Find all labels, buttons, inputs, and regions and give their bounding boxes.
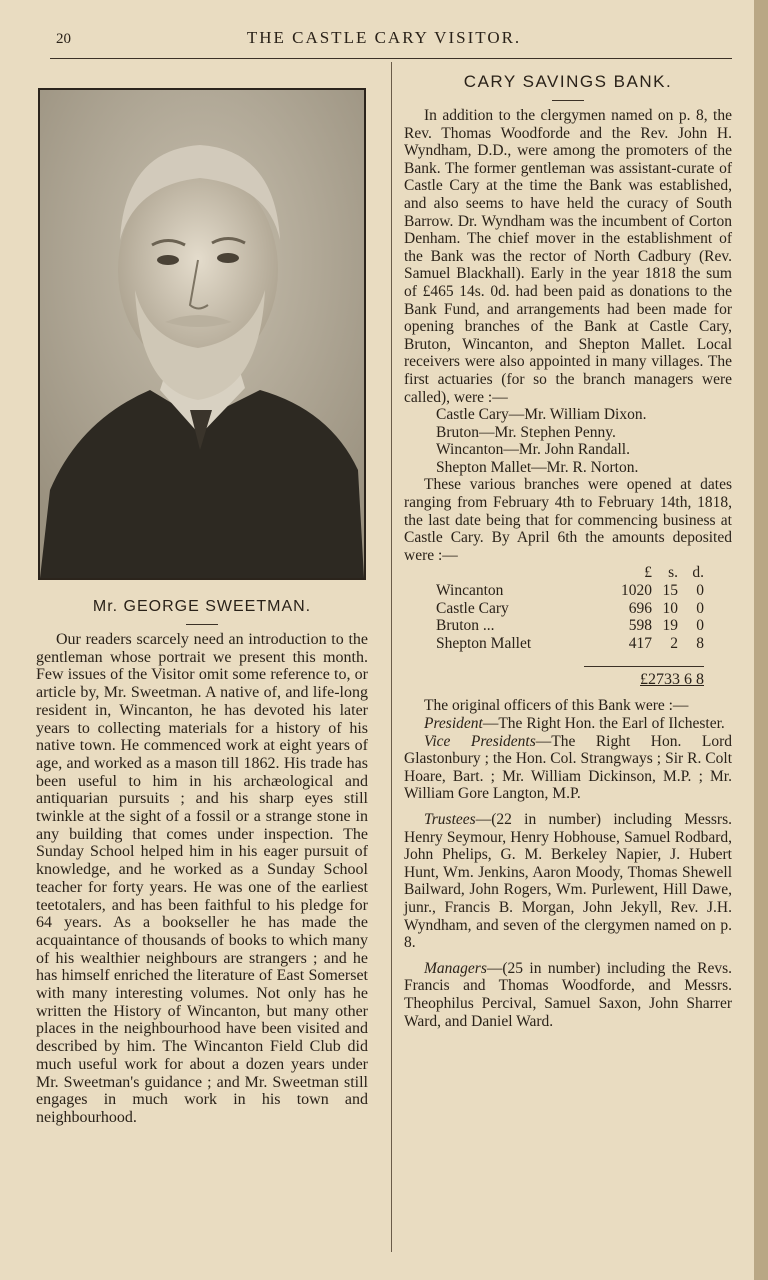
pence-value: 0	[696, 617, 704, 635]
header-shillings: s.	[668, 564, 678, 582]
vp-label: Vice Presidents	[424, 732, 536, 750]
table-row	[436, 635, 704, 653]
total-value: £2733 6 8	[640, 671, 704, 689]
president-text: —The Right Hon. the Earl of Ilchester.	[482, 715, 725, 732]
column-divider	[391, 62, 392, 1252]
portrait-caption: Mr. GEORGE SWEETMAN.	[92, 598, 312, 615]
president-entry	[404, 715, 732, 733]
branch-name: Shepton Mallet	[436, 634, 532, 652]
trustees-text: —(22 in number) including Messrs. Henry Seymour, Henry Hobhouse, Samuel Rodbard, John Phelips, G. M. Berkeley Napier, J. Hubert Hunt, Wm. Jenkins, Aaron Moody, Thomas Shewell Bailward, John Rogers, Wm. Purlewent, Hill Dawe, junr., Francis B. Morgan, John Jekyll, Rev. J.H. Wyndham, and seven of the clergymen named on p. 8.	[404, 810, 732, 952]
total-row	[436, 671, 704, 689]
managers-label: Managers	[424, 959, 487, 977]
branches-paragraph: These various branches were opened at dates ranging from February 4th to February 14th, 1818, the last date being that for commencing business at Castle Cary. By April 6th the amounts deposited were :—	[404, 476, 732, 564]
bank-intro: In addition to the clergymen named on p. 8, the Rev. Thomas Woodforde and the Rev. John H. Wyndham, D.D., were among the promoters of the Bank. The former gentleman was assistant-curate of Castle Cary at the time the Bank was established, and also seems to have held the curacy of South Barrow. Dr. Wyndham was the incumbent of Corton Denham. The chief mover in the establishment of the Bank was the rector of North Cadbury (Rev. Samuel Blackhall). Early in the year 1818 the sum of £465 14s. 0d. had been paid as donations to the Bank Fund, and arrangements had been made for opening branches of the Bank at Castle Cary, Bruton, Wincanton, and Shepton Mallet. Local receivers were also appointed in many villages. The first actuaries (for so the branch managers were called), were :—	[404, 107, 732, 406]
branch-name: Castle Cary	[436, 599, 509, 617]
portrait-photo	[38, 88, 366, 580]
pence-value: 0	[696, 582, 704, 600]
officers-intro: The original officers of this Bank were :—	[424, 697, 689, 715]
trustees-entry	[404, 811, 732, 952]
left-column	[36, 88, 368, 1127]
managers-text: —(25 in number) including the Revs. Francis and Thomas Woodforde, and Messrs. Theophilus Percival, Samuel Saxon, John Sharrer Ward, and Daniel Ward.	[404, 959, 732, 1030]
portrait-illustration	[40, 90, 364, 578]
vice-presidents-entry	[404, 733, 732, 803]
page-edge	[754, 0, 768, 1280]
vp-text: —The Right Hon. Lord Glastonbury ; the Hon. Col. Strangways ; Sir R. Colt Hoare, Bart. ; Mr. William Dickinson, M.P. ; Mr. William Gore Langton, M.P.	[404, 732, 732, 803]
table-row	[436, 617, 704, 635]
right-column	[404, 68, 732, 1030]
page-number: 20	[56, 31, 71, 47]
list-item: Wincanton—Mr. John Randall.	[436, 441, 630, 459]
president-label: President	[424, 715, 483, 732]
list-item: Castle Cary—Mr. William Dixon.	[436, 406, 647, 424]
branch-name: Wincanton	[436, 582, 504, 600]
pounds-value: 696	[628, 599, 652, 617]
pounds-value: 417	[628, 634, 652, 652]
deposits-header-row	[436, 564, 704, 582]
actuaries-list	[436, 406, 732, 476]
total-rule	[584, 666, 704, 667]
header-rule	[50, 58, 732, 59]
pence-value: 0	[696, 599, 704, 617]
table-row	[436, 582, 704, 600]
caption-rule	[186, 624, 218, 625]
title-rule	[552, 100, 584, 101]
trustees-label: Trustees	[424, 810, 476, 828]
pounds-value: 598	[628, 617, 652, 635]
header-pence: d.	[692, 564, 704, 582]
managers-entry	[404, 960, 732, 1030]
shillings-value: 10	[662, 599, 678, 617]
header-pounds: £	[644, 564, 652, 582]
table-row	[436, 600, 704, 618]
branch-name: Bruton ...	[436, 617, 495, 635]
sweetman-article: Our readers scarcely need an introduction to the gentleman whose portrait we present this month. Few issues of the Visitor omit some reference to, or article by, Mr. Sweetman. A native of, and life-long resident in, Wincanton, he has devoted his later years to collecting materials for a history of his native town. He commenced work at eight years of age, and worked as a mason till 1862. His trade has been useful to him in his archæological and antiquarian pursuits ; and his sharp eyes still twinkle at the sight of a fossil or a strange stone in any building that comes under inspection. The Sunday School helped him in his eager pursuit of knowledge, and he worked as a Sunday School teacher for forty years. He was one of the earliest teetotalers, and has been faithful to his pledge for 64 years. As a bookseller he has made the acquaintance of thousands of books to which many of his wealthier neighbours are strangers ; and he has himself enriched the literature of East Somerset with many interesting volumes. Not only has he written the History of Wincanton, but many other places in the neighbourhood have been visited and described by him. The Wincanton Field Club did much useful work for about a dozen years under Mr. Sweetman's guidance ; and Mr. Sweetman still engages in much work in his town and neighbourhood.	[36, 631, 368, 1126]
shillings-value: 19	[662, 617, 678, 635]
shillings-value: 2	[670, 634, 678, 652]
pence-value: 8	[696, 634, 704, 652]
running-title: THE CASTLE CARY VISITOR.	[246, 28, 522, 47]
list-item: Shepton Mallet—Mr. R. Norton.	[436, 458, 639, 476]
list-item: Bruton—Mr. Stephen Penny.	[436, 423, 616, 441]
deposits-table	[436, 564, 704, 689]
section-title: CARY SAVINGS BANK.	[463, 72, 673, 91]
shillings-value: 15	[662, 582, 678, 600]
pounds-value: 1020	[621, 582, 652, 600]
